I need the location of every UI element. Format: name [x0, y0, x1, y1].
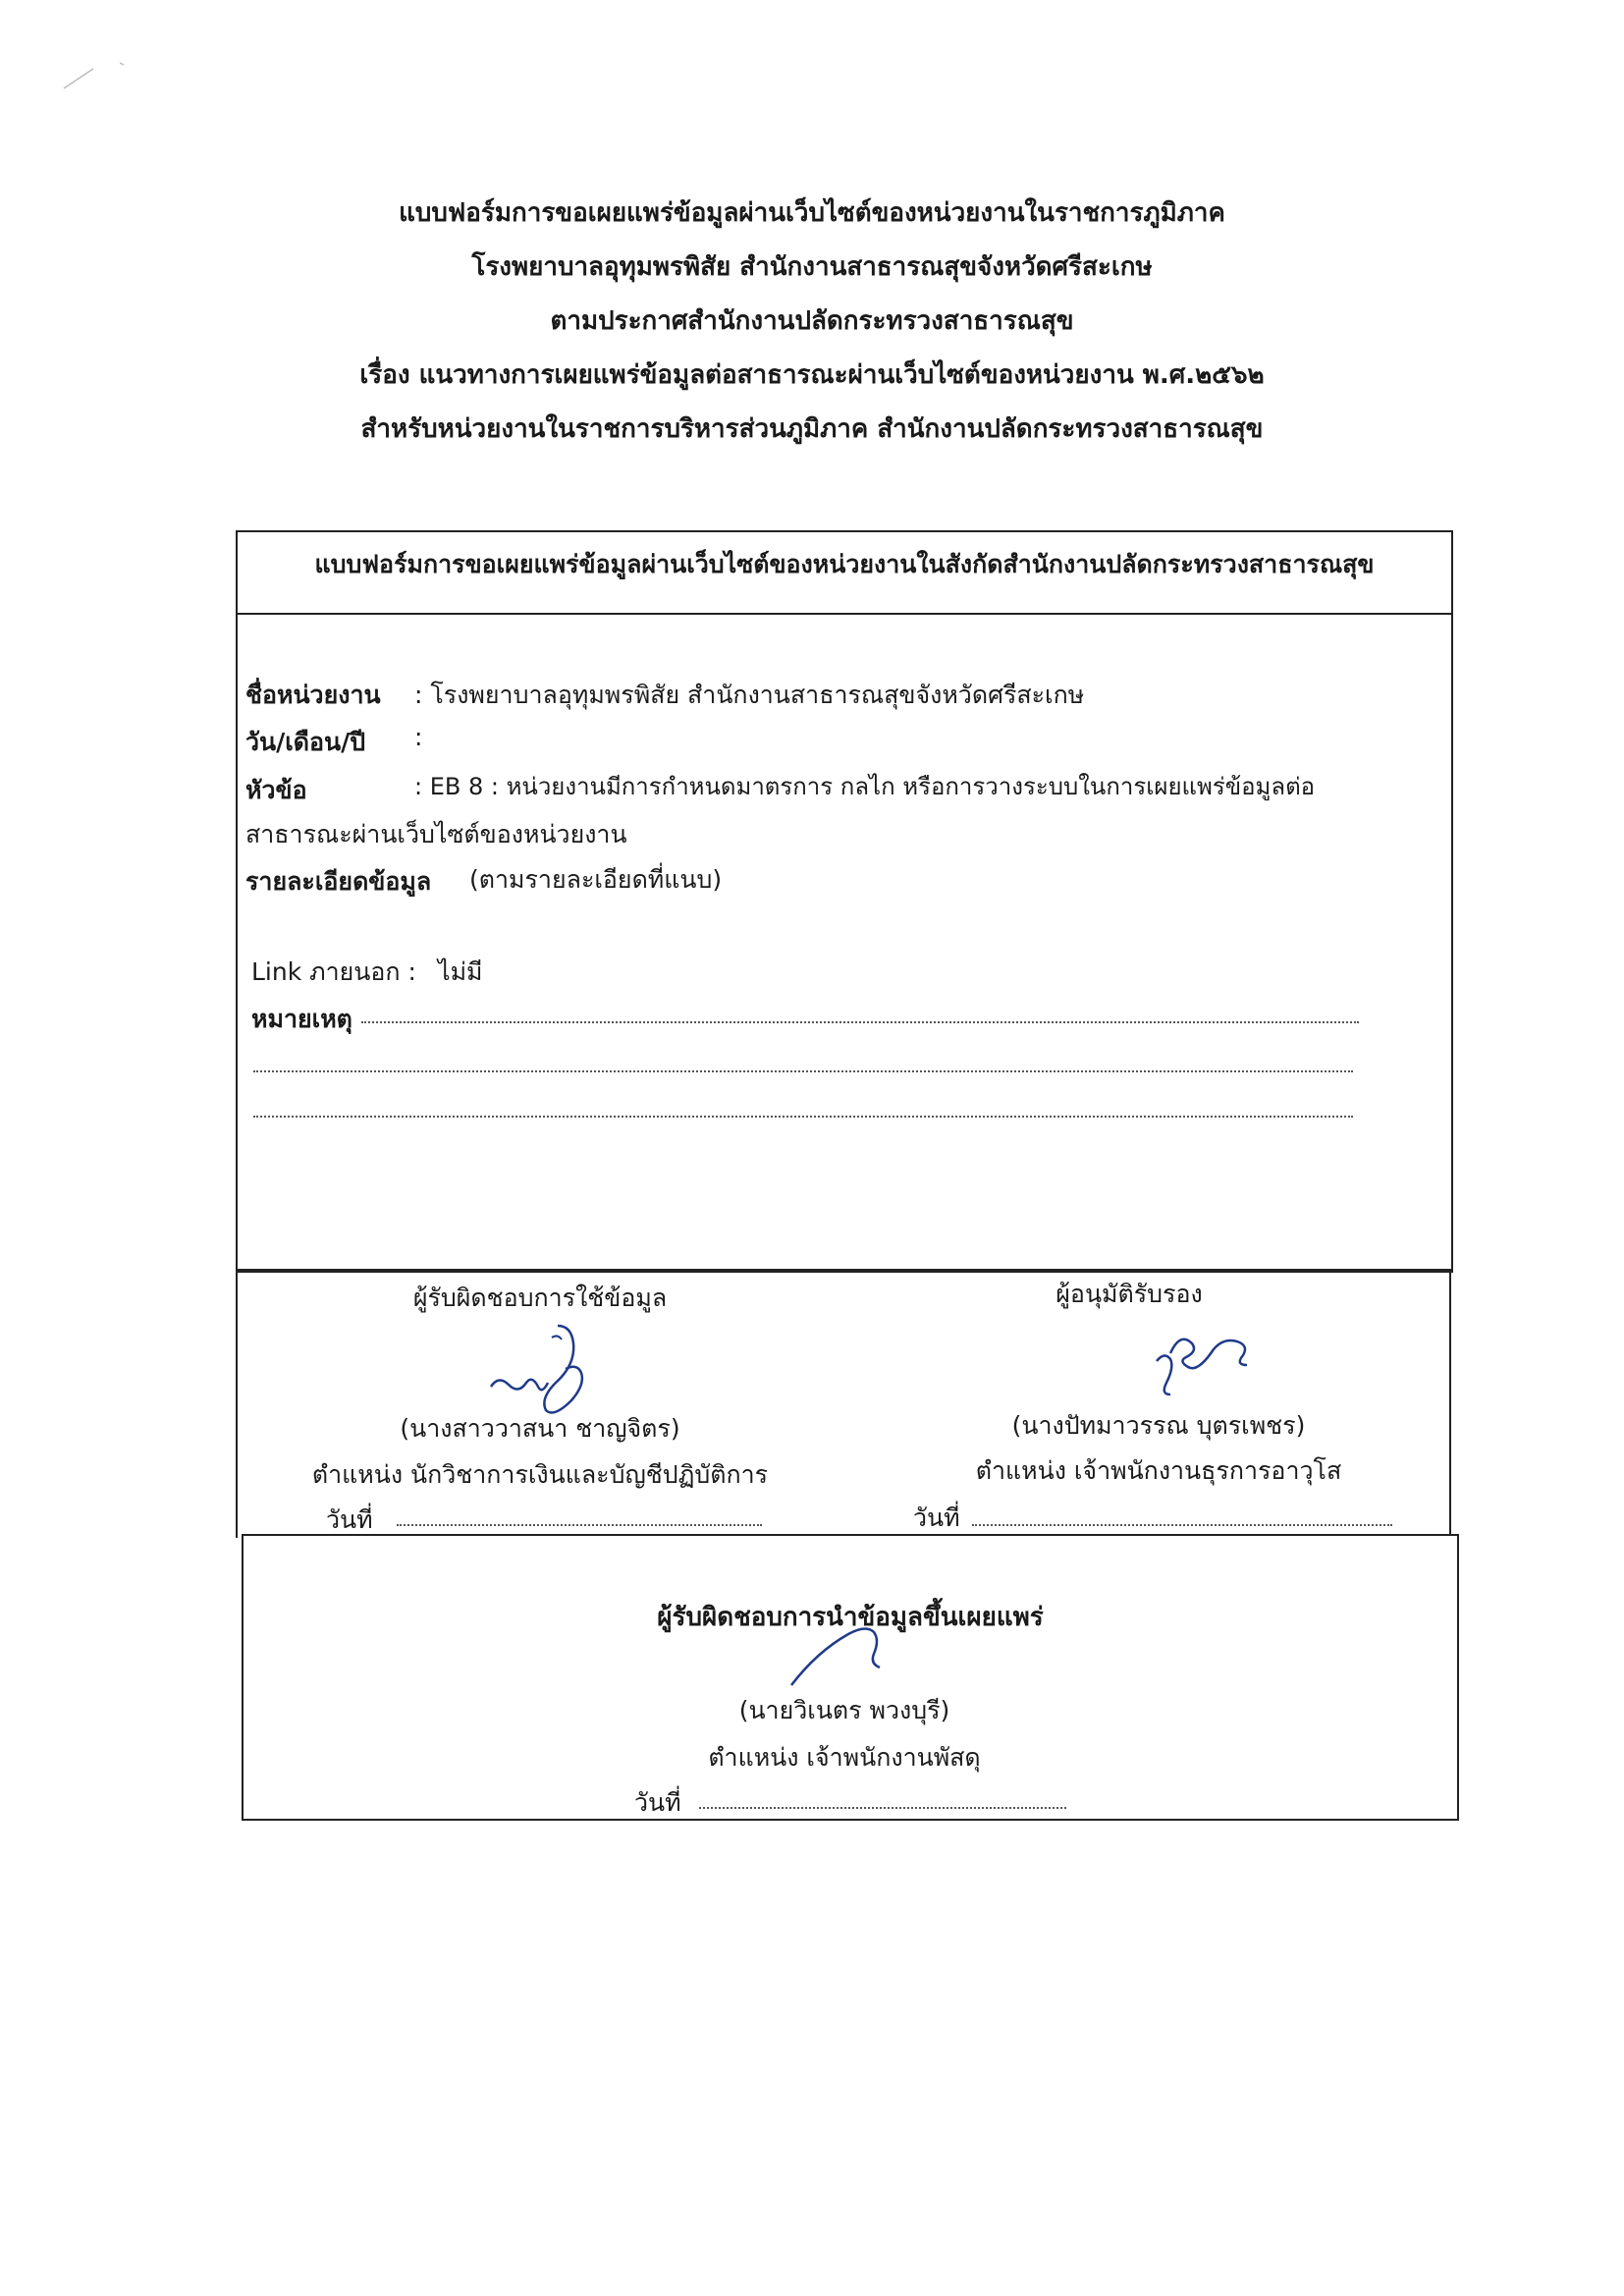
detail-value: (ตามรายละเอียดที่แนบ)	[469, 865, 723, 894]
left-signer-position: ตำแหน่ง นักวิชาการเงินและบัญชีปฏิบัติการ	[311, 1460, 769, 1489]
agency-value: : โรงพยาบาลอุทุมพรพิสัย สำนักงานสาธารณสุขจังหวัดศรีสะเกษ	[414, 681, 1085, 709]
left-signer-role: ผู้รับผิดชอบการใช้ข้อมูล	[412, 1284, 668, 1312]
header-line-4: เรื่อง แนวทางการเผยแพร่ข้อมูลต่อสาธารณะผ่านเว็บไซต์ของหน่วยงาน พ.ศ.๒๕๖๒	[359, 360, 1265, 390]
bottom-signature	[785, 1616, 903, 1695]
right-signer-role: ผู้อนุมัติรับรอง	[1056, 1280, 1203, 1308]
detail-label: รายละเอียดข้อมูล	[245, 867, 432, 896]
header-line-1: แบบฟอร์มการขอเผยแพร่ข้อมูลผ่านเว็บไซต์ของหน่วยงานในราชการภูมิภาค	[399, 198, 1225, 228]
remark-line-3	[253, 1116, 1353, 1118]
form-title-divider	[236, 613, 1453, 615]
right-date-label: วันที่	[913, 1503, 960, 1532]
bottom-date-line	[699, 1807, 1066, 1809]
agency-label: ชื่อหน่วยงาน	[245, 681, 381, 709]
topic-value: : EB 8 : หน่วยงานมีการกำหนดมาตรการ กลไก หรือการวางระบบในการเผยแพร่ข้อมูลต่อ	[414, 773, 1316, 800]
bottom-signer-role: ผู้รับผิดชอบการนำข้อมูลขึ้นเผยแพร่	[657, 1603, 1044, 1632]
remark-line-2	[253, 1070, 1353, 1072]
remark-label: หมายเหตุ	[251, 1005, 352, 1033]
bottom-signer-name: (นายวิเนตร พวงบุรี)	[738, 1696, 950, 1724]
form-title: แบบฟอร์มการขอเผยแพร่ข้อมูลผ่านเว็บไซต์ของหน่วยงานในสังกัดสำนักงานปลัดกระทรวงสาธารณสุข	[314, 550, 1375, 578]
right-signature	[1139, 1316, 1276, 1404]
header-line-2: โรงพยาบาลอุทุมพรพิสัย สำนักงานสาธารณสุขจังหวัดศรีสะเกษ	[471, 252, 1153, 282]
form-box	[236, 530, 1453, 1273]
header-line-3: ตามประกาศสำนักงานปลัดกระทรวงสาธารณสุข	[550, 306, 1074, 336]
scan-mark	[59, 59, 137, 98]
date-value: :	[414, 723, 423, 751]
left-date-label: วันที่	[326, 1505, 373, 1534]
date-label: วัน/เดือน/ปี	[245, 728, 366, 756]
right-signer-position: ตำแหน่ง เจ้าพนักงานธุรการอาวุโส	[975, 1456, 1342, 1485]
right-signer-name: (นางปัทมาวรรณ บุตรเพชร)	[1011, 1411, 1306, 1440]
left-date-line	[397, 1524, 762, 1526]
signature-area-left-border	[236, 1269, 238, 1538]
bottom-signer-position: ตำแหน่ง เจ้าพนักงานพัสดุ	[708, 1743, 981, 1772]
link-label: Link ภายนอก :	[251, 957, 416, 986]
topic-value-continued: สาธารณะผ่านเว็บไซต์ของหน่วยงาน	[245, 820, 627, 848]
signature-area-right-border	[1449, 1269, 1451, 1538]
document-header	[0, 187, 1624, 457]
left-signer-name: (นางสาววาสนา ชาญจิตร)	[400, 1414, 680, 1443]
right-date-line	[972, 1524, 1392, 1526]
header-line-5: สำหรับหน่วยงานในราชการบริหารส่วนภูมิภาค สำนักงานปลัดกระทรวงสาธารณสุข	[360, 414, 1264, 444]
bottom-date-label: วันที่	[634, 1788, 681, 1817]
remark-line-1	[361, 1021, 1359, 1023]
signature-divider	[236, 1269, 1453, 1271]
left-signature	[481, 1316, 638, 1424]
link-value: ไม่มี	[438, 957, 483, 986]
topic-label: หัวข้อ	[245, 776, 307, 804]
